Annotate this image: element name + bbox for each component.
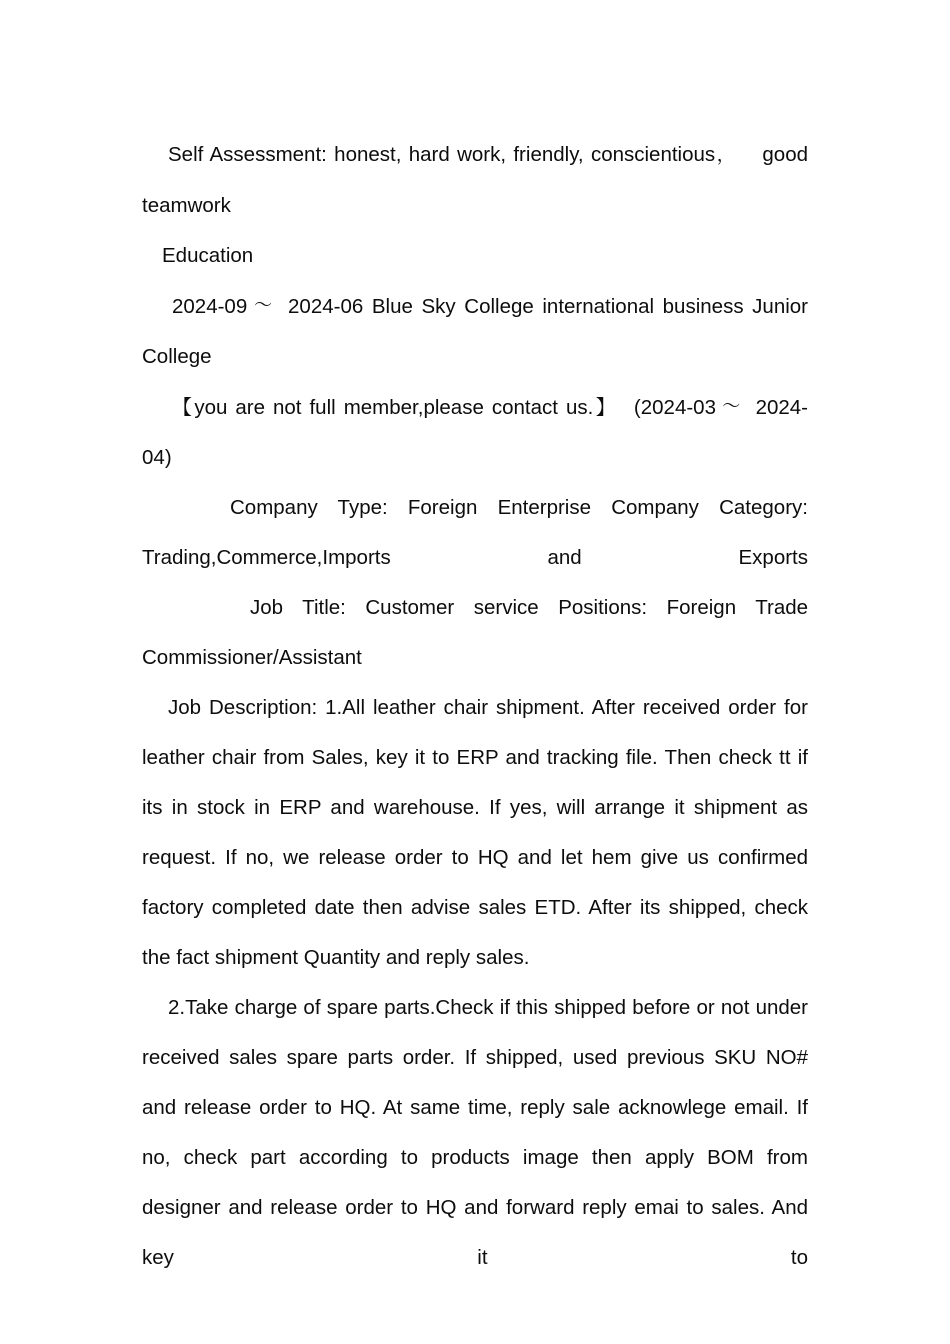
education-date-start: 2024-09 [172,295,248,319]
education-date-end: 2024-06 [288,295,364,319]
paragraph-job-description-2: 2.Take charge of spare parts.Check if this shipped before or not under received sales spare parts order. If shipped, used previous SKU NO# and release order to HQ. At same time, reply sale acknowlege email. If no, check part according to products image then apply BOM from designer and release order to HQ and forward reply emai to sales. And key it to [142,996,808,1270]
paragraph-company-info [142,483,808,583]
paragraph-job-info [142,583,808,683]
lenticular-bracket-open: 【 [172,395,195,420]
job-title-value: Customer service [365,596,539,620]
lenticular-bracket-close: 】 [593,395,618,420]
paragraph-job-description-1: Job Description: 1.All leather chair shipment. After received order for leather chair from Sales, key it to ERP and tracking file. Then check tt if its in stock in ERP and warehouse. If yes, will arrange it shipment as request. If no, we release order to HQ and let hem give us confirmed factory completed date then advise sales ETD. After its shipped, check the fact shipment Quantity and reply sales. [142,696,808,970]
company-type-value: Foreign Enterprise [407,496,591,520]
self-assessment-lead: Self Assessment: honest, hard work, friendly, conscientious [168,143,716,166]
positions-value: Foreign Trade Commissioner/Assistant [142,596,809,670]
paragraph-self-assessment [142,130,808,231]
paragraph-education-entry [142,281,808,382]
positions-label: Positions: [558,596,648,620]
ideographic-comma: ， [715,145,737,166]
notice-paren-close: ) [164,446,172,470]
paragraph-education-heading [142,231,808,281]
wave-dash-icon: 〜 [251,295,276,316]
company-type-label: Company Type: [230,496,388,520]
notice-paren-open: ( [633,396,641,420]
paragraph-membership-notice [142,382,808,483]
notice-date-end: 2024-04 [142,396,809,470]
education-heading-text: Education [162,244,254,267]
membership-notice-text: you are not full member,please contact us. [194,396,594,420]
job-title-label: Job Title: [250,596,346,620]
document-text-body [142,130,808,1283]
company-category-label: Company Category: [611,496,808,520]
self-assessment-tail: good teamwork [142,143,809,217]
wave-dash-icon: 〜 [719,396,743,418]
company-category-value: Trading,Commerce,Imports and Exports [142,546,808,570]
notice-date-start: 2024-03 [640,396,716,420]
education-entry-text: Blue Sky College international business Junior College [142,295,808,369]
